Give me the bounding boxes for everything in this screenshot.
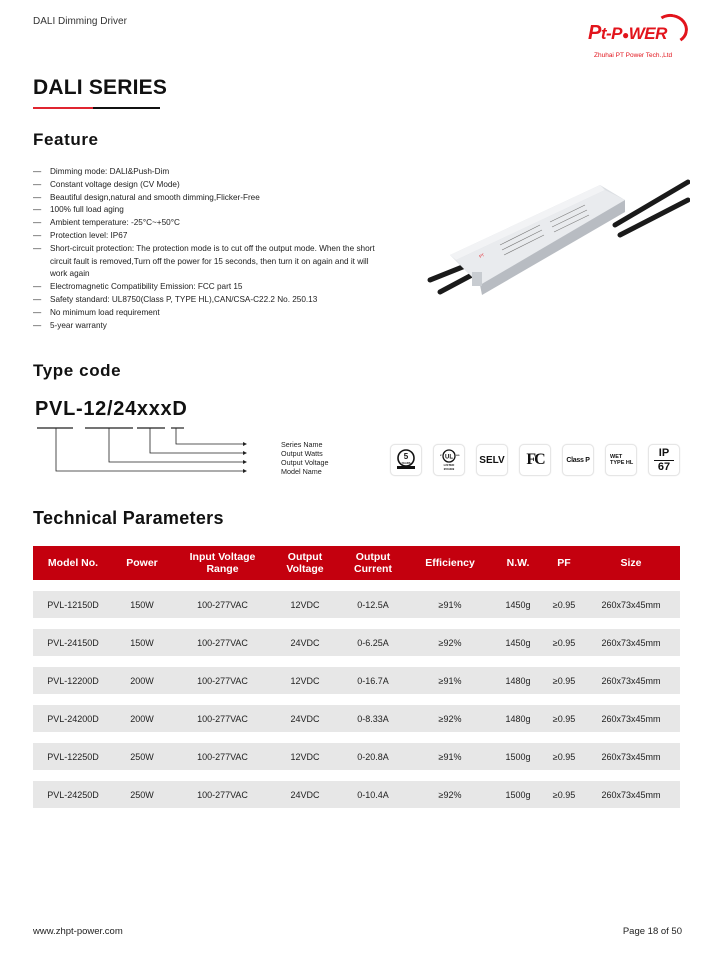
cell-nw: 1480g (505, 713, 531, 724)
cell-efficiency: ≥92% (438, 789, 462, 800)
cell-efficiency: ≥92% (438, 713, 462, 724)
title-underline (33, 107, 160, 109)
table-row (33, 781, 680, 808)
cell-efficiency: ≥91% (438, 675, 462, 686)
cell-output-current: 0-6.25A (357, 637, 389, 648)
cell-output-current: 0-10.4A (357, 789, 389, 800)
cell-model: PVL-24250D (47, 789, 99, 800)
feature-item: — Dimming mode: DALI&Push-Dim (33, 167, 170, 176)
cell-pf: ≥0.95 (552, 599, 576, 610)
col-model-no: Model No. (47, 557, 99, 569)
page-number: Page 18 of 50 (622, 926, 682, 937)
cell-nw: 1500g (505, 751, 531, 762)
feature-item: — Ambient temperature: -25°C~+50°C (33, 218, 180, 228)
certification-badges (390, 444, 680, 476)
col-power: Power (126, 557, 158, 569)
feature-item: — No minimum load requirement (33, 307, 160, 317)
cell-output-current: 0-16.7A (357, 675, 389, 686)
cell-size: 260x73x45mm (601, 637, 661, 648)
cell-efficiency: ≥91% (438, 751, 462, 762)
col-efficiency: Efficiency (425, 557, 475, 569)
feature-item: — Electromagnetic Compatibility Emission: FCC part 15 (33, 282, 243, 292)
cell-model: PVL-24200D (47, 713, 99, 724)
cell-output-voltage: 24VDC (290, 637, 320, 648)
logo-subtitle: Zhuhai PT Power Tech.,Ltd (594, 52, 673, 59)
fcc-icon: FC (519, 444, 551, 476)
cell-nw: 1450g (505, 637, 531, 648)
cell-output-voltage: 24VDC (290, 789, 320, 800)
label-output-voltage: Output Voltage (281, 458, 329, 467)
cell-size: 260x73x45mm (601, 675, 661, 686)
cell-input-voltage: 100-277VAC (197, 713, 248, 724)
cell-pf: ≥0.95 (552, 751, 576, 762)
svg-text:E531099: E531099 (443, 468, 455, 471)
cell-output-voltage: 12VDC (290, 751, 320, 762)
table-row (33, 667, 680, 694)
col-input-voltage-range: Input Voltage Range (189, 551, 256, 575)
label-output-watts: Output Watts (281, 449, 323, 458)
cell-power: 250W (130, 751, 154, 762)
cell-pf: ≥0.95 (552, 637, 576, 648)
cell-size: 260x73x45mm (601, 713, 661, 724)
table-header (33, 546, 680, 580)
technical-parameters-table (33, 546, 680, 808)
cell-model: PVL-12200D (47, 675, 99, 686)
cell-output-current: 0-20.8A (357, 751, 389, 762)
cell-size: 260x73x45mm (601, 751, 661, 762)
cell-input-voltage: 100-277VAC (197, 789, 248, 800)
feature-heading: Feature (33, 130, 99, 149)
svg-text:LISTED: LISTED (443, 463, 455, 467)
table-row (33, 629, 680, 656)
cell-input-voltage: 100-277VAC (197, 599, 248, 610)
cell-model: PVL-12250D (47, 751, 99, 762)
cell-nw: 1500g (505, 789, 531, 800)
cell-power: 250W (130, 789, 154, 800)
label-series-name: Series Name (281, 440, 323, 449)
feature-item: — Safety standard: UL8750(Class P, TYPE HL),CAN/CSA-C22.2 No. 250.13 (33, 294, 318, 304)
svg-text:PT: PT (478, 252, 486, 259)
selv-icon: SELV (476, 444, 508, 476)
series-title: DALI SERIES (33, 76, 168, 99)
feature-item: — Short-circuit protection: The protection mode is to cut off the output mode. When the short circuit fault is removed,Turn off the power for 15 seconds, then turn it on again and it will work again (33, 243, 375, 279)
table-row (33, 591, 680, 618)
label-model-name: Model Name (281, 467, 322, 476)
cell-input-voltage: 100-277VAC (197, 751, 248, 762)
type-code-heading: Type code (33, 361, 122, 380)
feature-list (33, 166, 383, 332)
cell-nw: 1450g (505, 599, 531, 610)
svg-text:UL: UL (445, 454, 453, 461)
col-output-current: Output Current (354, 551, 392, 575)
cell-output-voltage: 12VDC (290, 675, 320, 686)
cell-efficiency: ≥91% (438, 599, 462, 610)
cell-input-voltage: 100-277VAC (197, 675, 248, 686)
cell-output-voltage: 24VDC (290, 713, 320, 724)
feature-item: — 5-year warranty (33, 320, 107, 330)
feature-item: — 100% full load aging (33, 205, 124, 215)
product-image (420, 160, 690, 300)
document-title: DALI Dimming Driver (33, 16, 127, 27)
wet-type-hl-icon: WET TYPE HL (605, 444, 637, 476)
table-row (33, 705, 680, 732)
cell-pf: ≥0.95 (552, 675, 576, 686)
cell-power: 200W (130, 675, 154, 686)
svg-text:c: c (440, 453, 442, 457)
cell-model: PVL-12150D (47, 599, 99, 610)
cell-power: 200W (130, 713, 154, 724)
cell-power: 150W (130, 599, 154, 610)
feature-item: — Protection level: IP67 (33, 230, 128, 240)
cell-output-current: 0-8.33A (357, 713, 389, 724)
col-output-voltage: Output Voltage (286, 551, 324, 575)
ul-listed-icon (433, 444, 465, 476)
cell-nw: 1480g (505, 675, 531, 686)
company-logo (588, 20, 688, 62)
table-row (33, 743, 680, 770)
cell-output-current: 0-12.5A (357, 599, 389, 610)
svg-text:YEARS: YEARS (401, 462, 411, 465)
technical-parameters-heading: Technical Parameters (33, 508, 224, 528)
col-size: Size (620, 557, 642, 569)
cell-power: 150W (130, 637, 154, 648)
cell-size: 260x73x45mm (601, 789, 661, 800)
cell-output-voltage: 12VDC (290, 599, 320, 610)
warranty-5-year-icon (390, 444, 422, 476)
cell-size: 260x73x45mm (601, 599, 661, 610)
col-nw: N.W. (506, 557, 530, 569)
svg-text:us: us (456, 453, 460, 457)
cell-model: PVL-24150D (47, 637, 99, 648)
type-code-diagram (35, 425, 335, 480)
feature-item: — Beautiful design,natural and smooth dimming,Flicker-Free (33, 192, 260, 202)
cell-pf: ≥0.95 (552, 713, 576, 724)
cell-pf: ≥0.95 (552, 789, 576, 800)
cell-input-voltage: 100-277VAC (197, 637, 248, 648)
svg-text:5: 5 (403, 452, 409, 461)
feature-item: — Constant voltage design (CV Mode) (33, 179, 180, 189)
type-code-value: PVL-12/24xxxD (35, 398, 188, 420)
ip67-icon: IP 67 (648, 444, 680, 476)
class-p-icon: Class P (562, 444, 594, 476)
cell-efficiency: ≥92% (438, 637, 462, 648)
logo-brand: Pt-P●WER (588, 22, 667, 44)
footer-website-link[interactable]: www.zhpt-power.com (33, 926, 123, 937)
col-pf: PF (557, 557, 571, 569)
